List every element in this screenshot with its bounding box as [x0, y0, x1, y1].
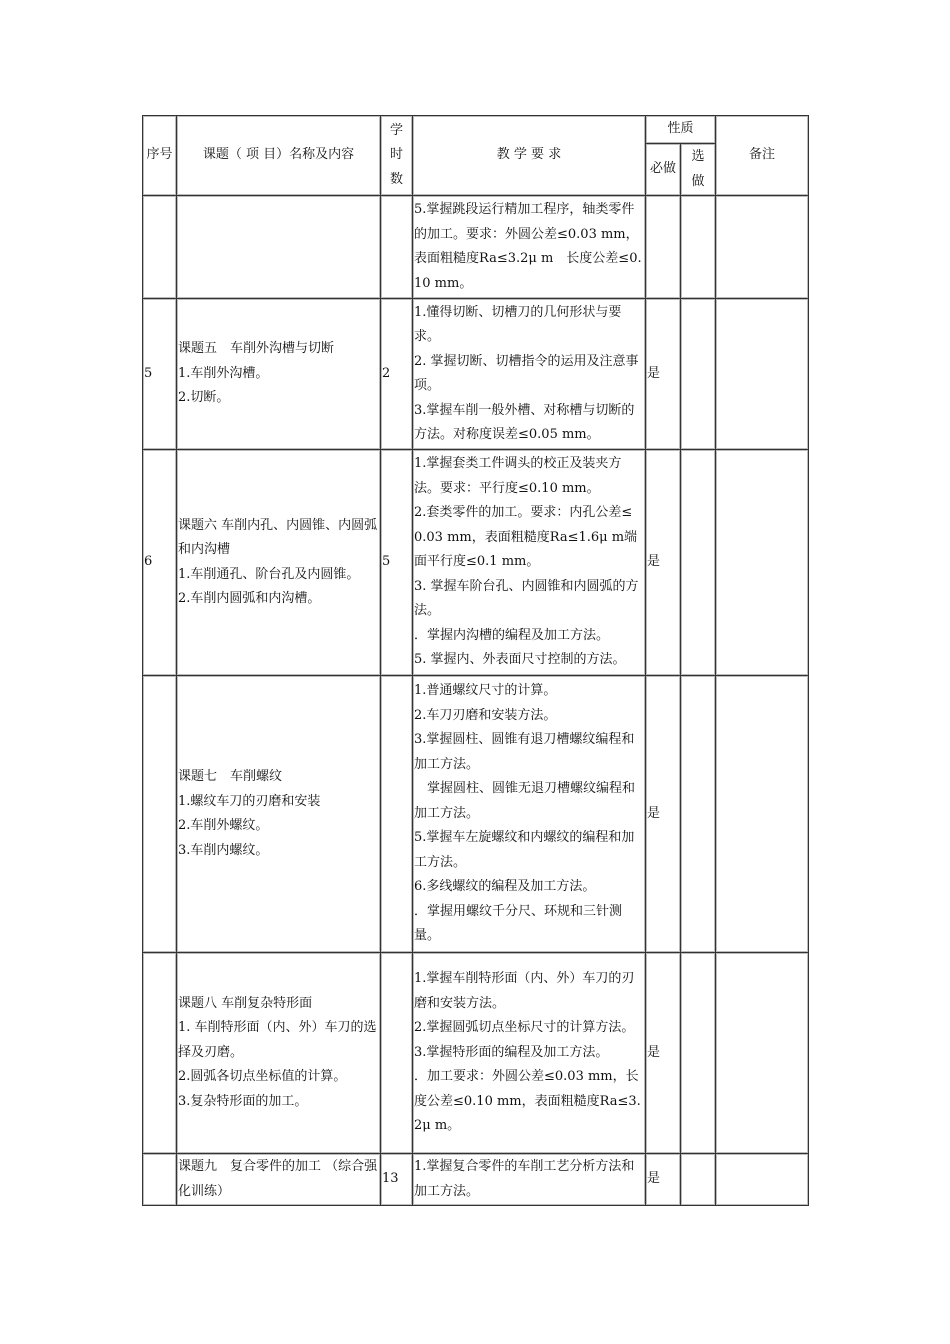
requirement-line: 3.掌握特形面的编程及加工方法。 [414, 1044, 609, 1060]
requirements-cell [413, 953, 646, 1154]
remarks-cell [716, 299, 809, 450]
requirement-line: ．掌握内沟槽的编程及加工方法。 [414, 627, 610, 643]
requirement-line: 3.掌握圆柱、圆锥有退刀槽螺纹编程和加工方法。 [414, 732, 635, 772]
required-cell: 是 [646, 953, 681, 1154]
hours-cell: 2 [381, 299, 413, 450]
topic-cell [177, 450, 381, 676]
hours-cell: 5 [381, 450, 413, 676]
header-optional [681, 144, 716, 196]
requirement-line: 5.掌握车左旋螺纹和内螺纹的编程和加工方法。 [414, 830, 635, 870]
required-cell: 是 [646, 676, 681, 953]
header-hours [381, 116, 413, 196]
topic-line: 2.车削外螺纹。 [178, 818, 269, 833]
optional-cell [681, 953, 716, 1154]
topic-line: 3.复杂特形面的加工。 [178, 1093, 308, 1109]
requirements-cell [413, 196, 646, 299]
header-optional-char: 做 [691, 173, 705, 189]
hours-cell: 13 [381, 1154, 413, 1206]
hours-cell [381, 676, 413, 953]
requirement-line: 5.掌握跳段运行精加工程序，轴类零件的加工。要求：外圆公差≤0.03 mm，表面粗糙度Ra≤3.2μ m 长度公差≤0.10 mm。 [414, 202, 642, 291]
remarks-cell [716, 676, 809, 953]
requirement-line: ．掌握用螺纹千分尺、环规和三针测量。 [414, 903, 623, 944]
requirement-line: 6.多线螺纹的编程及加工方法。 [414, 879, 596, 895]
header-hours-char: 数 [389, 171, 403, 187]
required-cell: 是 [646, 299, 681, 450]
optional-cell [681, 196, 716, 299]
optional-cell [681, 676, 716, 953]
requirement-line: 1.掌握车削特形面（内、外）车刀的刃磨和安装方法。 [414, 971, 635, 1011]
syllabus-table [142, 115, 809, 1206]
topic-line: 2.圆弧各切点坐标值的计算。 [178, 1069, 347, 1085]
header-optional-char: 选 [691, 149, 705, 164]
requirement-line: 3.掌握车削一般外槽、对称槽与切断的方法。对称度误差≤0.05 mm。 [414, 402, 635, 442]
topic-line: 课题九 复合零件的加工 （综合强化训练） [178, 1159, 378, 1199]
seq-cell [143, 676, 177, 953]
requirement-line: 1.掌握复合零件的车削工艺分析方法和加工方法。 [414, 1159, 635, 1199]
requirement-line: 5. 掌握内、外表面尺寸控制的方法。 [414, 652, 626, 668]
required-cell [646, 196, 681, 299]
requirement-line: 掌握圆柱、圆锥无退刀槽螺纹编程和加工方法。 [414, 781, 636, 821]
table-body [143, 196, 809, 1206]
table-row [143, 953, 809, 1154]
header-topic: 课题（ 项 目）名称及内容 [177, 116, 381, 196]
table-row [143, 299, 809, 450]
header-hours-char: 学 [389, 122, 403, 138]
header-hours-char: 时 [389, 147, 403, 163]
header-seq: 序号 [143, 116, 177, 196]
topic-line: 课题八 车削复杂特形面 [178, 995, 313, 1011]
requirements-cell [413, 1154, 646, 1206]
requirement-line: 3. 掌握车阶台孔、内圆锥和内圆弧的方法。 [414, 578, 639, 619]
topic-cell [177, 196, 381, 299]
remarks-cell [716, 450, 809, 676]
requirements-cell [413, 299, 646, 450]
hours-cell [381, 196, 413, 299]
topic-line: 1.车削外沟槽。 [178, 365, 269, 381]
table-row [143, 1154, 809, 1206]
header-remarks: 备注 [716, 116, 809, 196]
requirement-line: 2.套类零件的加工。要求：内孔公差≤0.03 mm，表面粗糙度Ra≤1.6μ m端面平行度≤0.1 mm。 [414, 505, 638, 570]
table-header [143, 116, 809, 196]
requirement-line: 1.掌握套类工件调头的校正及装夹方法。要求：平行度≤0.10 mm。 [414, 456, 622, 496]
topic-cell [177, 1154, 381, 1206]
requirement-line: 2.掌握圆弧切点坐标尺寸的计算方法。 [414, 1020, 635, 1036]
topic-line: 1.车削通孔、阶台孔及内圆锥。 [178, 566, 360, 582]
requirements-cell [413, 450, 646, 676]
topic-line: 2.车削内圆弧和内沟槽。 [178, 591, 321, 606]
topic-line: 1.螺纹车刀的刃磨和安装 [178, 793, 321, 809]
table-row [143, 450, 809, 676]
remarks-cell [716, 953, 809, 1154]
topic-line: 课题五 车削外沟槽与切断 [178, 341, 335, 357]
table-row [143, 676, 809, 953]
topic-cell [177, 953, 381, 1154]
requirement-line: 1.普通螺纹尺寸的计算。 [414, 683, 557, 699]
seq-cell [143, 953, 177, 1154]
optional-cell [681, 1154, 716, 1206]
topic-line: 课题七 车削螺纹 [178, 769, 283, 784]
requirement-line: ．加工要求：外圆公差≤0.03 mm，长度公差≤0.10 mm，表面粗糙度Ra≤3.2μ m。 [414, 1069, 641, 1134]
seq-cell [143, 196, 177, 299]
header-required: 必做 [646, 144, 681, 196]
topic-line: 2.切断。 [178, 390, 230, 406]
requirement-line: 1.懂得切断、切槽刀的几何形状与要求。 [414, 304, 622, 344]
required-cell: 是 [646, 1154, 681, 1206]
header-requirements: 教 学 要 求 [413, 116, 646, 196]
header-nature: 性质 [646, 116, 716, 144]
topic-line: 3.车削内螺纹。 [178, 842, 269, 858]
topic-line: 课题六 车削内孔、内圆锥、内圆弧和内沟槽 [178, 517, 378, 557]
seq-cell [143, 1154, 177, 1206]
optional-cell [681, 450, 716, 676]
table-row [143, 196, 809, 299]
requirements-cell [413, 676, 646, 953]
topic-cell [177, 676, 381, 953]
optional-cell [681, 299, 716, 450]
remarks-cell [716, 1154, 809, 1206]
requirement-line: 2.车刀刃磨和安装方法。 [414, 707, 557, 723]
topic-cell [177, 299, 381, 450]
topic-line: 1. 车削特形面（内、外）车刀的选择及刃磨。 [178, 1020, 377, 1060]
seq-cell: 6 [143, 450, 177, 676]
hours-cell [381, 953, 413, 1154]
seq-cell: 5 [143, 299, 177, 450]
remarks-cell [716, 196, 809, 299]
required-cell: 是 [646, 450, 681, 676]
requirement-line: 2. 掌握切断、切槽指令的运用及注意事项。 [414, 353, 639, 393]
